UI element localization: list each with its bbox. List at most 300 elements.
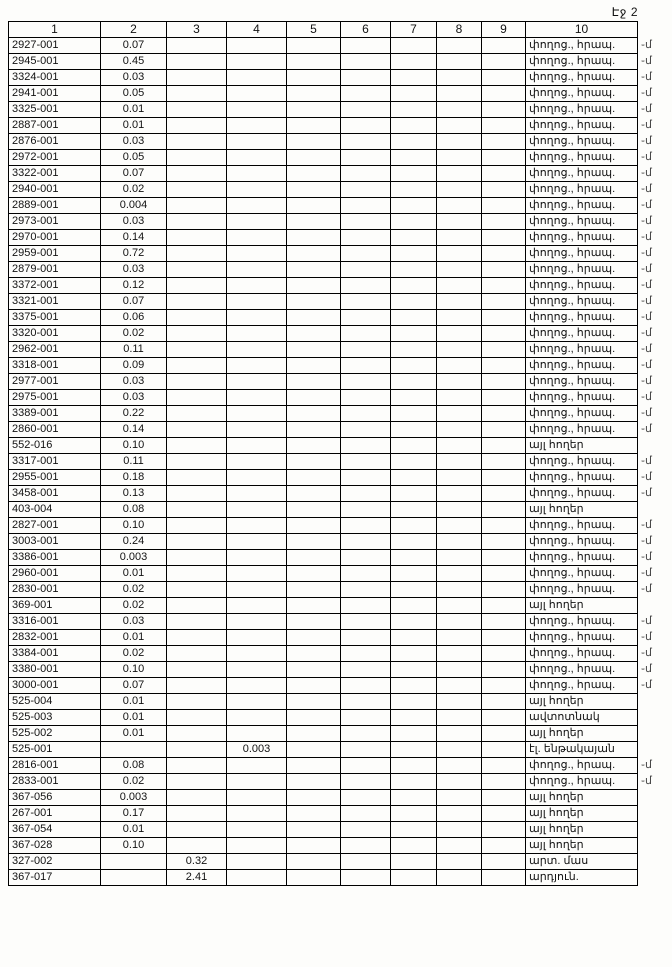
- cell-col6: [341, 614, 391, 630]
- cell-col6: [341, 838, 391, 854]
- cell-col2: 0.03: [101, 374, 167, 390]
- margin-mark: ֊մ: [641, 663, 652, 675]
- cell-col3: [167, 678, 227, 694]
- margin-mark: ֊մ: [641, 39, 652, 51]
- cell-col5: [287, 150, 341, 166]
- cell-col3: [167, 326, 227, 342]
- cell-col7: [391, 374, 437, 390]
- cell-col6: [341, 470, 391, 486]
- cell-col9: [482, 662, 526, 678]
- cell-col1: 3384-001: [9, 646, 101, 662]
- cell-col8: [437, 838, 482, 854]
- cell-col7: [391, 838, 437, 854]
- cell-col9: [482, 870, 526, 886]
- cell-col8: [437, 422, 482, 438]
- cell-col10: այլ հողեր: [526, 438, 638, 454]
- cell-col10: փողոց., հրապ.: [526, 486, 638, 502]
- cell-col7: [391, 38, 437, 54]
- cell-col4: [227, 838, 287, 854]
- cell-col7: [391, 646, 437, 662]
- cell-col4: [227, 150, 287, 166]
- cell-col5: [287, 838, 341, 854]
- margin-mark: ֊մ: [641, 471, 652, 483]
- cell-col4: [227, 262, 287, 278]
- table-row: [9, 182, 666, 198]
- margin-mark: ֊մ: [641, 327, 652, 339]
- cell-col2: 0.06: [101, 310, 167, 326]
- column-header: 5: [287, 22, 341, 38]
- cell-col9: [482, 54, 526, 70]
- cell-col5: [287, 806, 341, 822]
- margin-mark: ֊մ: [641, 583, 652, 595]
- cell-col6: [341, 790, 391, 806]
- cell-col8: [437, 726, 482, 742]
- cell-col7: [391, 70, 437, 86]
- cell-col4: [227, 518, 287, 534]
- cell-col8: [437, 790, 482, 806]
- cell-col5: [287, 214, 341, 230]
- table-row: [9, 102, 666, 118]
- cell-col10: փողոց., հրապ.: [526, 294, 638, 310]
- cell-col7: [391, 230, 437, 246]
- cell-col8: [437, 614, 482, 630]
- margin-mark: [638, 694, 666, 710]
- cell-col9: [482, 598, 526, 614]
- table-row: [9, 806, 666, 822]
- cell-col3: [167, 822, 227, 838]
- cell-col5: [287, 630, 341, 646]
- cell-col5: [287, 422, 341, 438]
- cell-col6: [341, 534, 391, 550]
- cell-col8: [437, 38, 482, 54]
- cell-col4: [227, 726, 287, 742]
- cell-col10: փողոց., հրապ.: [526, 70, 638, 86]
- cell-col8: [437, 310, 482, 326]
- table-row: [9, 710, 666, 726]
- margin-mark: ֊մ: [641, 247, 652, 259]
- cell-col2: 0.003: [101, 790, 167, 806]
- cell-col5: [287, 646, 341, 662]
- cell-col5: [287, 134, 341, 150]
- margin-mark: ֊մ: [641, 311, 652, 323]
- cell-col1: 3380-001: [9, 662, 101, 678]
- cell-col8: [437, 806, 482, 822]
- cell-col6: [341, 246, 391, 262]
- cell-col10: փողոց., հրապ.: [526, 390, 638, 406]
- cell-col9: [482, 822, 526, 838]
- cell-col10: այլ հողեր: [526, 790, 638, 806]
- column-header: 9: [482, 22, 526, 38]
- cell-col3: [167, 54, 227, 70]
- cell-col7: [391, 342, 437, 358]
- cell-col7: [391, 134, 437, 150]
- cell-col2: 0.13: [101, 486, 167, 502]
- cell-col4: [227, 374, 287, 390]
- margin-mark: ֊մ: [641, 87, 652, 99]
- cell-col7: [391, 710, 437, 726]
- cell-col8: [437, 710, 482, 726]
- cell-col5: [287, 390, 341, 406]
- table-row: [9, 646, 666, 662]
- cell-col2: 0.02: [101, 598, 167, 614]
- cell-col5: [287, 854, 341, 870]
- cell-col5: [287, 582, 341, 598]
- cell-col10: փողոց., հրապ.: [526, 646, 638, 662]
- cell-col3: [167, 134, 227, 150]
- cell-col6: [341, 118, 391, 134]
- cell-col3: [167, 646, 227, 662]
- cell-col7: [391, 758, 437, 774]
- table-row: [9, 870, 666, 886]
- column-header: 8: [437, 22, 482, 38]
- cell-col3: [167, 342, 227, 358]
- cell-col6: [341, 342, 391, 358]
- column-header: 6: [341, 22, 391, 38]
- margin-mark: [638, 742, 666, 758]
- cell-col2: 0.01: [101, 694, 167, 710]
- cell-col7: [391, 438, 437, 454]
- cell-col6: [341, 710, 391, 726]
- cell-col6: [341, 742, 391, 758]
- cell-col3: [167, 486, 227, 502]
- cell-col2: 0.03: [101, 134, 167, 150]
- cell-col8: [437, 150, 482, 166]
- cell-col8: [437, 390, 482, 406]
- table-row: [9, 534, 666, 550]
- margin-mark: ֊մ: [641, 615, 652, 627]
- cell-col10: փողոց., հրապ.: [526, 118, 638, 134]
- cell-col2: 0.07: [101, 166, 167, 182]
- margin-mark: ֊մ: [641, 279, 652, 291]
- column-header: 1: [9, 22, 101, 38]
- cell-col2: 0.03: [101, 70, 167, 86]
- cell-col8: [437, 358, 482, 374]
- cell-col8: [437, 518, 482, 534]
- cell-col4: [227, 214, 287, 230]
- cell-col6: [341, 726, 391, 742]
- cell-col2: 0.02: [101, 646, 167, 662]
- cell-col1: 3375-001: [9, 310, 101, 326]
- cell-col1: 369-001: [9, 598, 101, 614]
- cell-col2: 0.09: [101, 358, 167, 374]
- cell-col2: 0.01: [101, 102, 167, 118]
- cell-col5: [287, 246, 341, 262]
- cell-col9: [482, 710, 526, 726]
- cell-col2: 0.02: [101, 182, 167, 198]
- cell-col3: [167, 534, 227, 550]
- cell-col4: [227, 454, 287, 470]
- cell-col5: [287, 662, 341, 678]
- cell-col3: [167, 118, 227, 134]
- cell-col8: [437, 70, 482, 86]
- cell-col10: փողոց., հրապ.: [526, 470, 638, 486]
- cell-col5: [287, 486, 341, 502]
- cell-col5: [287, 550, 341, 566]
- cell-col2: 0.72: [101, 246, 167, 262]
- cell-col9: [482, 550, 526, 566]
- cell-col2: 0.11: [101, 342, 167, 358]
- cell-col4: [227, 246, 287, 262]
- cell-col3: [167, 166, 227, 182]
- cell-col5: [287, 790, 341, 806]
- margin-mark: ֊մ: [641, 167, 652, 179]
- cell-col5: [287, 726, 341, 742]
- cell-col6: [341, 390, 391, 406]
- cell-col7: [391, 486, 437, 502]
- margin-spacer: [638, 22, 666, 38]
- cell-col6: [341, 54, 391, 70]
- cell-col8: [437, 566, 482, 582]
- cell-col7: [391, 214, 437, 230]
- table-row: [9, 134, 666, 150]
- table-row: [9, 822, 666, 838]
- cell-col3: [167, 774, 227, 790]
- cell-col10: արտ. մաս: [526, 854, 638, 870]
- table-row: [9, 790, 666, 806]
- margin-mark: ֊մ: [641, 551, 652, 563]
- cell-col2: 0.02: [101, 774, 167, 790]
- cell-col5: [287, 758, 341, 774]
- cell-col9: [482, 262, 526, 278]
- margin-mark: ֊մ: [641, 647, 652, 659]
- cell-col5: [287, 342, 341, 358]
- cell-col7: [391, 262, 437, 278]
- cell-col4: [227, 134, 287, 150]
- cell-col6: [341, 598, 391, 614]
- cell-col1: 3324-001: [9, 70, 101, 86]
- cell-col3: [167, 518, 227, 534]
- cell-col2: 0.14: [101, 422, 167, 438]
- cell-col8: [437, 230, 482, 246]
- cell-col2: 0.08: [101, 502, 167, 518]
- cell-col4: [227, 806, 287, 822]
- cell-col9: [482, 214, 526, 230]
- table-row: [9, 150, 666, 166]
- cell-col4: [227, 310, 287, 326]
- cell-col10: փողոց., հրապ.: [526, 102, 638, 118]
- cell-col4: [227, 822, 287, 838]
- cell-col6: [341, 486, 391, 502]
- cell-col6: [341, 806, 391, 822]
- cell-col2: 0.01: [101, 118, 167, 134]
- table-row: [9, 518, 666, 534]
- cell-col2: 0.07: [101, 678, 167, 694]
- margin-mark: [638, 710, 666, 726]
- cell-col2: 0.01: [101, 566, 167, 582]
- cell-col6: [341, 678, 391, 694]
- cell-col10: փողոց., հրապ.: [526, 454, 638, 470]
- cell-col4: [227, 38, 287, 54]
- margin-mark: ֊մ: [641, 487, 652, 499]
- cell-col4: [227, 534, 287, 550]
- cell-col3: [167, 710, 227, 726]
- cell-col4: [227, 566, 287, 582]
- cell-col7: [391, 406, 437, 422]
- cell-col6: [341, 406, 391, 422]
- table-row: [9, 230, 666, 246]
- cell-col6: [341, 662, 391, 678]
- cell-col9: [482, 646, 526, 662]
- cell-col10: էլ. ենթակայան: [526, 742, 638, 758]
- cell-col2: 0.03: [101, 262, 167, 278]
- cell-col1: 525-002: [9, 726, 101, 742]
- cell-col4: [227, 470, 287, 486]
- cell-col3: [167, 214, 227, 230]
- cell-col1: 552-016: [9, 438, 101, 454]
- cell-col1: 367-028: [9, 838, 101, 854]
- cell-col4: [227, 102, 287, 118]
- cell-col2: 0.05: [101, 86, 167, 102]
- cell-col8: [437, 646, 482, 662]
- cell-col10: փողոց., հրապ.: [526, 198, 638, 214]
- table-row: [9, 598, 666, 614]
- cell-col5: [287, 678, 341, 694]
- cell-col3: [167, 582, 227, 598]
- cell-col8: [437, 262, 482, 278]
- cell-col8: [437, 662, 482, 678]
- cell-col6: [341, 518, 391, 534]
- cell-col9: [482, 374, 526, 390]
- margin-mark: ֊մ: [641, 631, 652, 643]
- table-row: [9, 662, 666, 678]
- cell-col8: [437, 870, 482, 886]
- cell-col6: [341, 70, 391, 86]
- margin-mark: ֊մ: [641, 231, 652, 243]
- cell-col8: [437, 134, 482, 150]
- cell-col4: [227, 854, 287, 870]
- cell-col3: [167, 246, 227, 262]
- cell-col9: [482, 230, 526, 246]
- table-row: [9, 390, 666, 406]
- cell-col9: [482, 38, 526, 54]
- table-row: [9, 678, 666, 694]
- cell-col9: [482, 774, 526, 790]
- cell-col4: [227, 326, 287, 342]
- table-row: [9, 406, 666, 422]
- cell-col4: [227, 182, 287, 198]
- cell-col3: [167, 374, 227, 390]
- table-row: [9, 774, 666, 790]
- cell-col3: 2.41: [167, 870, 227, 886]
- cell-col7: [391, 454, 437, 470]
- cell-col9: [482, 678, 526, 694]
- cell-col2: 0.07: [101, 38, 167, 54]
- cell-col1: 525-003: [9, 710, 101, 726]
- cell-col1: 525-004: [9, 694, 101, 710]
- cell-col3: [167, 182, 227, 198]
- cell-col1: 2962-001: [9, 342, 101, 358]
- table-row: [9, 262, 666, 278]
- cell-col8: [437, 342, 482, 358]
- cell-col6: [341, 182, 391, 198]
- margin-mark: [638, 726, 666, 742]
- cell-col6: [341, 646, 391, 662]
- cell-col10: փողոց., հրապ.: [526, 630, 638, 646]
- cell-col1: 3000-001: [9, 678, 101, 694]
- cell-col9: [482, 390, 526, 406]
- cell-col4: [227, 54, 287, 70]
- cell-col10: փողոց., հրապ.: [526, 86, 638, 102]
- cell-col1: 403-004: [9, 502, 101, 518]
- table-row: [9, 838, 666, 854]
- cell-col8: [437, 694, 482, 710]
- cell-col1: 525-001: [9, 742, 101, 758]
- cell-col5: [287, 742, 341, 758]
- cell-col9: [482, 86, 526, 102]
- cell-col5: [287, 310, 341, 326]
- cell-col2: 0.03: [101, 614, 167, 630]
- cell-col8: [437, 118, 482, 134]
- table-row: [9, 166, 666, 182]
- cell-col2: 0.01: [101, 822, 167, 838]
- cell-col3: [167, 758, 227, 774]
- cell-col1: 3320-001: [9, 326, 101, 342]
- margin-mark: ֊մ: [641, 71, 652, 83]
- cell-col8: [437, 678, 482, 694]
- margin-mark: ֊մ: [641, 455, 652, 467]
- cell-col2: [101, 870, 167, 886]
- cell-col10: փողոց., հրապ.: [526, 582, 638, 598]
- margin-mark: [638, 438, 666, 454]
- cell-col9: [482, 854, 526, 870]
- cell-col1: 2959-001: [9, 246, 101, 262]
- cell-col9: [482, 278, 526, 294]
- margin-mark: ֊մ: [641, 135, 652, 147]
- cell-col3: [167, 422, 227, 438]
- cell-col6: [341, 102, 391, 118]
- cell-col1: 3003-001: [9, 534, 101, 550]
- cell-col1: 3372-001: [9, 278, 101, 294]
- cell-col2: 0.03: [101, 390, 167, 406]
- margin-mark: [638, 502, 666, 518]
- cell-col3: [167, 454, 227, 470]
- cell-col2: [101, 854, 167, 870]
- cell-col7: [391, 294, 437, 310]
- table-row: [9, 582, 666, 598]
- cell-col10: փողոց., հրապ.: [526, 54, 638, 70]
- cell-col7: [391, 310, 437, 326]
- cell-col9: [482, 406, 526, 422]
- cell-col1: 3322-001: [9, 166, 101, 182]
- cell-col5: [287, 166, 341, 182]
- cell-col4: [227, 710, 287, 726]
- table-row: [9, 86, 666, 102]
- cell-col5: [287, 230, 341, 246]
- cell-col2: 0.003: [101, 550, 167, 566]
- margin-mark: [638, 838, 666, 854]
- cell-col10: փողոց., հրապ.: [526, 774, 638, 790]
- cell-col4: [227, 662, 287, 678]
- margin-mark: ֊մ: [641, 567, 652, 579]
- cell-col5: [287, 102, 341, 118]
- cell-col2: 0.08: [101, 758, 167, 774]
- cell-col6: [341, 854, 391, 870]
- table-row: [9, 742, 666, 758]
- cell-col2: 0.11: [101, 454, 167, 470]
- cell-col8: [437, 182, 482, 198]
- cell-col10: փողոց., հրապ.: [526, 150, 638, 166]
- cell-col9: [482, 102, 526, 118]
- cell-col8: [437, 550, 482, 566]
- cell-col6: [341, 438, 391, 454]
- cell-col4: [227, 438, 287, 454]
- page-number: Էջ 2: [611, 5, 638, 19]
- cell-col5: [287, 38, 341, 54]
- cell-col4: [227, 582, 287, 598]
- cell-col6: [341, 230, 391, 246]
- cell-col9: [482, 566, 526, 582]
- cell-col1: 2830-001: [9, 582, 101, 598]
